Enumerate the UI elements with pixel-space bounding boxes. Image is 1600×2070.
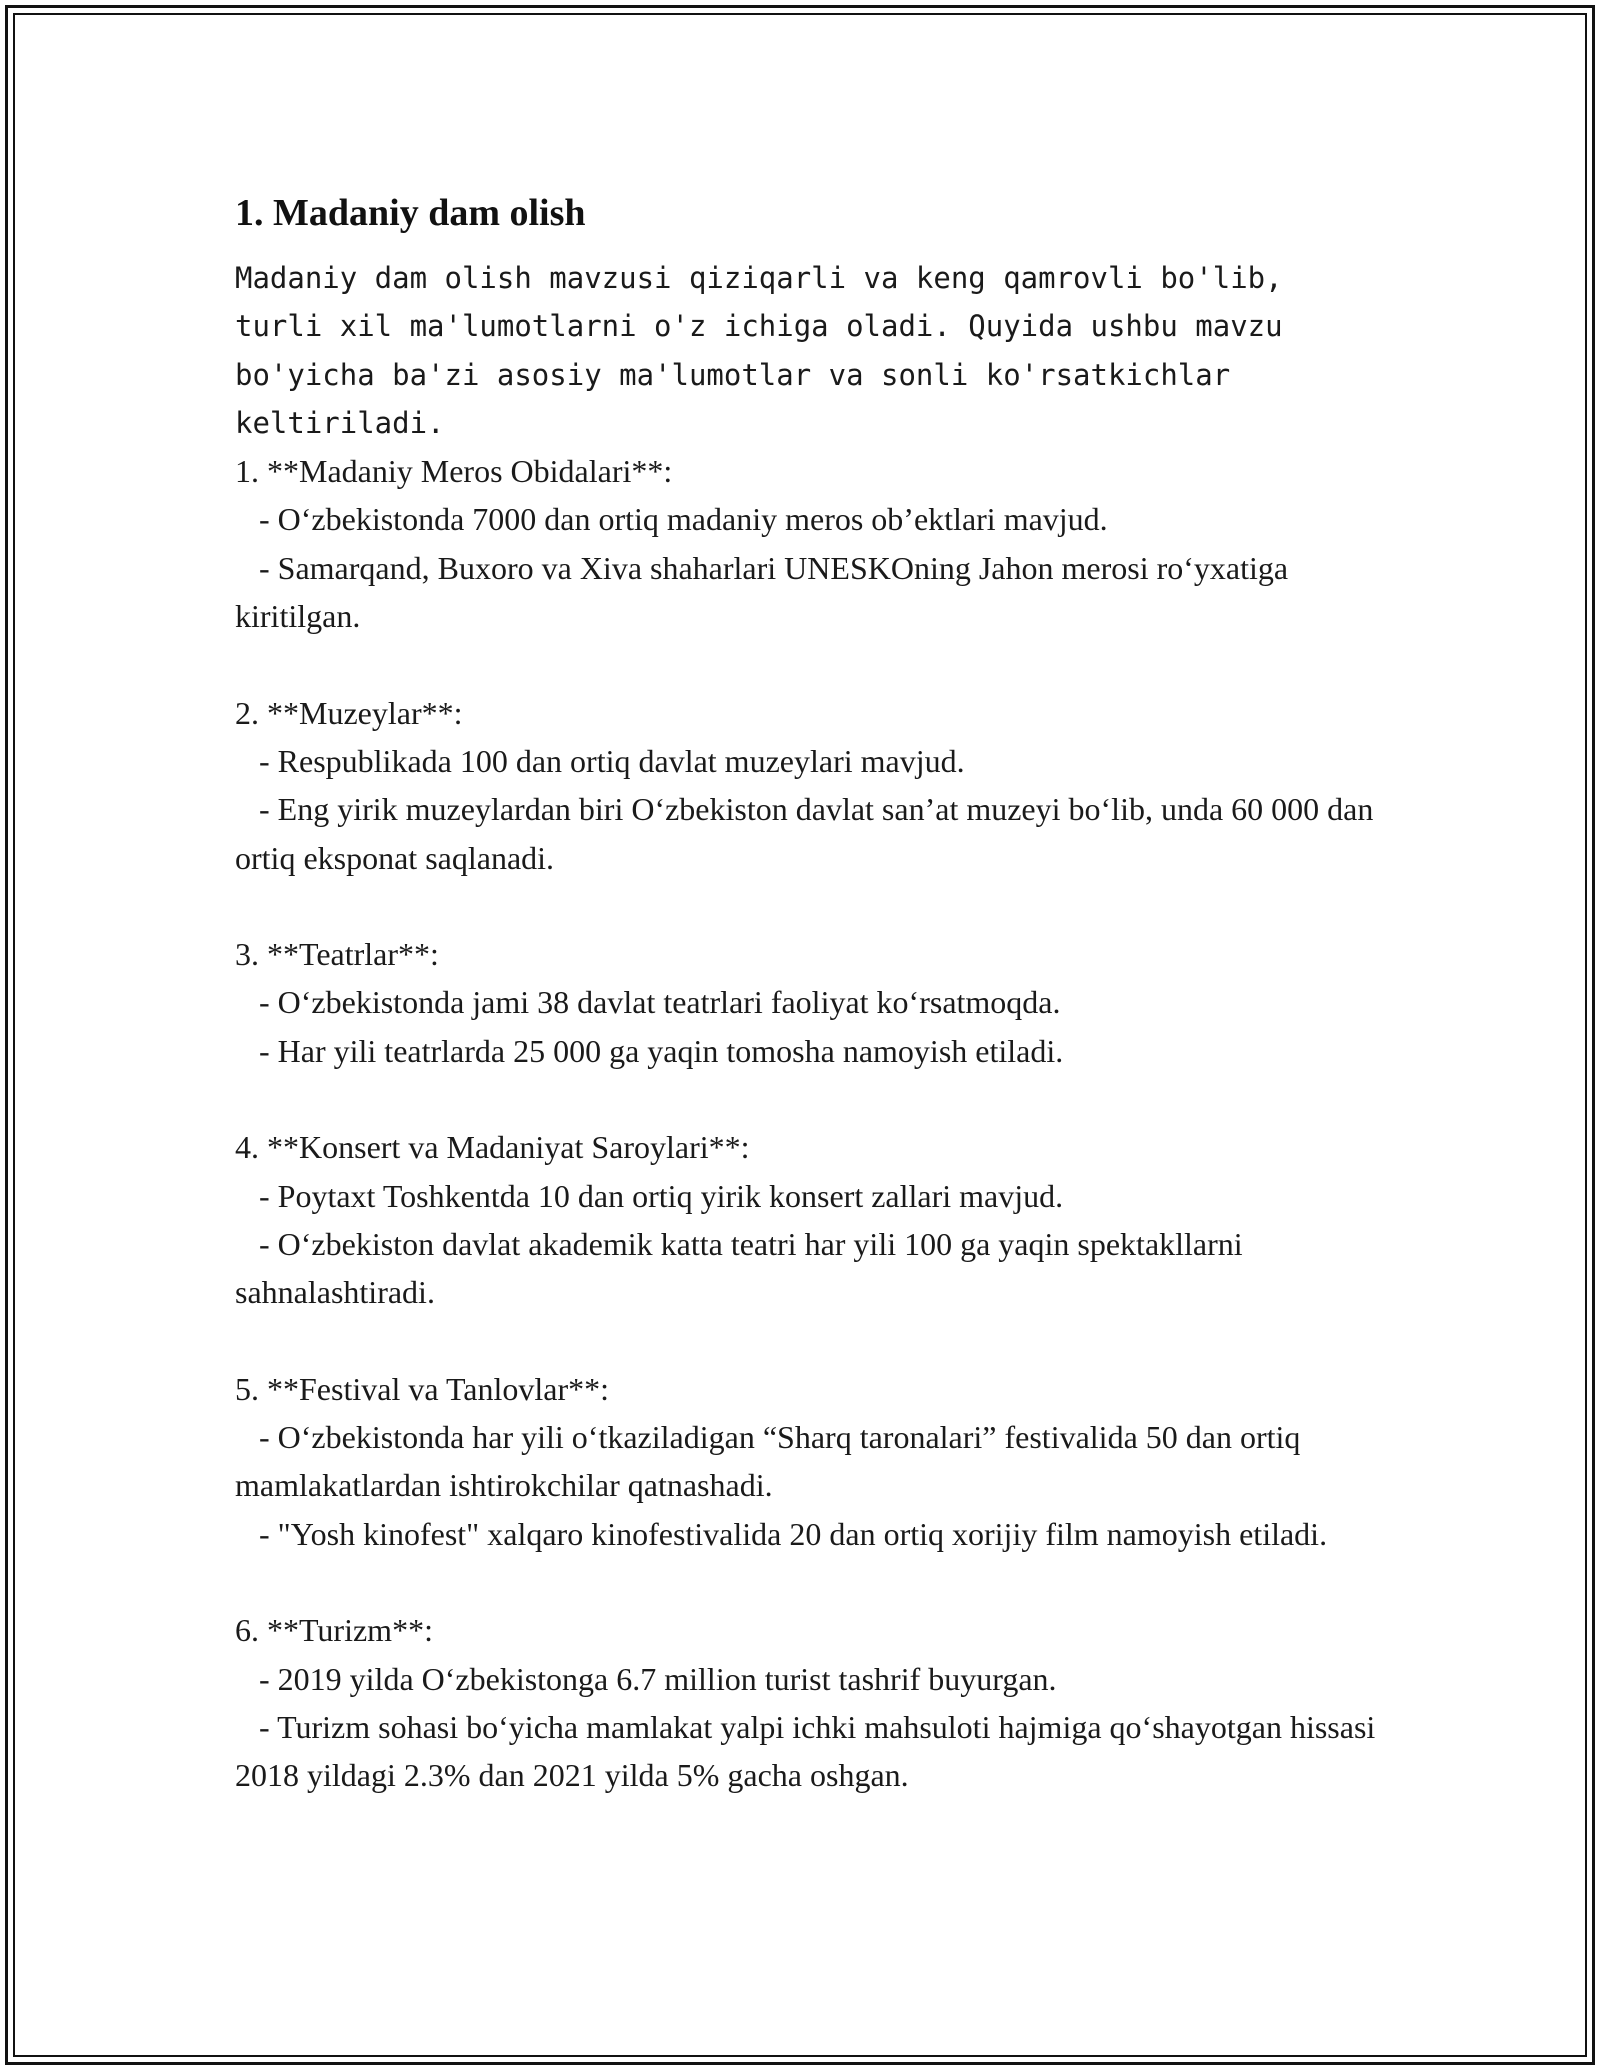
document-title: 1. Madaniy dam olish — [235, 192, 586, 234]
intro-paragraph: Madaniy dam olish mavzusi qiziqarli va keng qamrovli bo'lib, turli xil ma'lumotlarni o'z ichiga oladi. Quyida ushbu mavzu bo'yicha ba'zi asosiy ma'lumotlar va sonli ko'rsatkichlar keltiriladi. — [235, 261, 1301, 440]
document-body — [235, 182, 1385, 1800]
body-text: 1. **Madaniy Meros Obidalari**: - O‘zbekistonda 7000 dan ortiq madaniy meros ob’ektlari mavjud. - Samarqand, Buxoro va Xiva shaharlari UNESKOning Jahon merosi ro‘yxatiga kiritilgan. 2. **Muzeylar**: - Respublikada 100 dan ortiq davlat muzeylari mavjud. - Eng yirik muzeylardan biri O‘zbekiston davlat san’at muzeyi bo‘lib, unda 60 000 dan ortiq eksponat saqlanadi. 3. **Teatrlar**: - O‘zbekistonda jami 38 davlat teatrlari faoliyat ko‘rsatmoqda. - Har yili teatrlarda 25 000 ga yaqin tomosha namoyish etiladi. 4. **Konsert va Madaniyat Saroylari**: - Poytaxt Toshkentda 10 dan ortiq yirik konsert zallari mavjud. - O‘zbekiston davlat akademik katta teatri har yili 100 ga yaqin spektakllarni sahnalashtiradi. 5. **Festival va Tanlovlar**: - O‘zbekistonda har yili o‘tkaziladigan “Sharq taronalari” festivalida 50 dan ortiq mamlakatlardan ishtirokchilar qatnashadi. - "Yosh kinofest" xalqaro kinofestivalida 20 dan ortiq xorijiy film namoyish etiladi. 6. **Turizm**: - 2019 yilda O‘zbekistonga 6.7 million turist tashrif buyurgan. - Turizm sohasi bo‘yicha mamlakat yalpi ichki mahsuloti hajmiga qo‘shayotgan hissasi 2018 yildagi 2.3% dan 2021 yilda 5% gacha oshgan. — [235, 453, 1376, 1794]
